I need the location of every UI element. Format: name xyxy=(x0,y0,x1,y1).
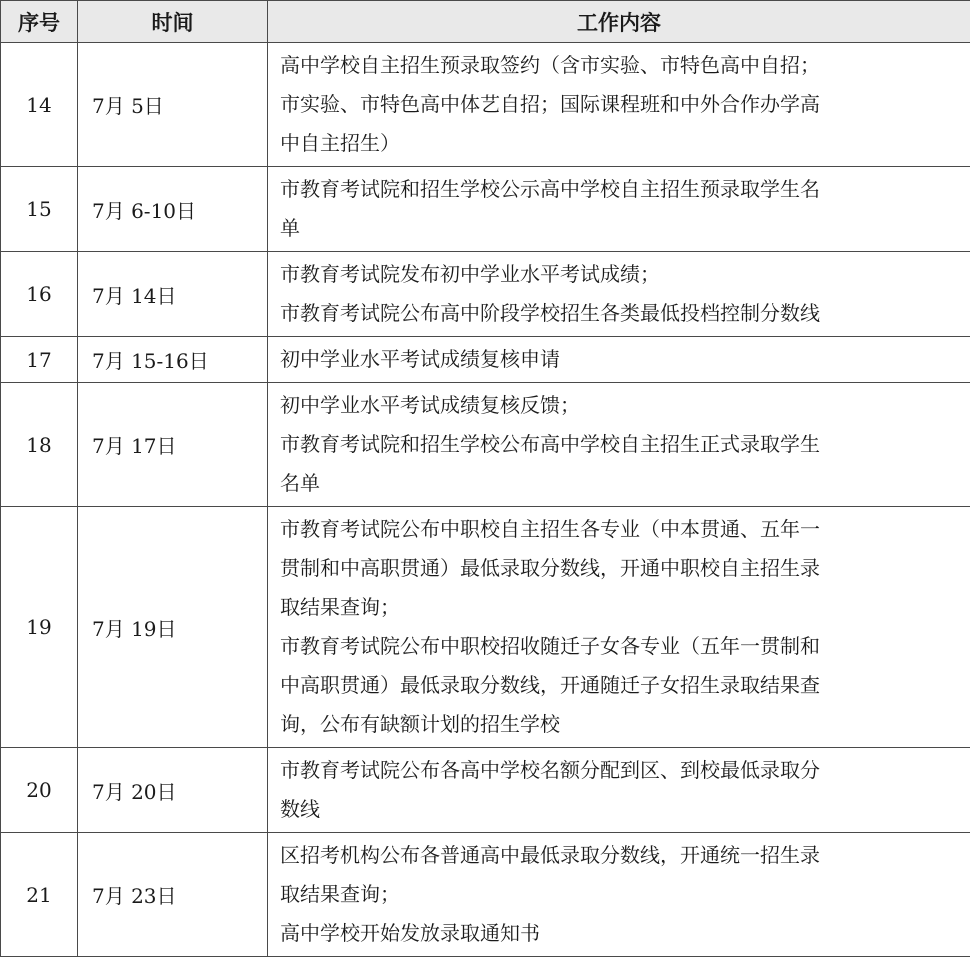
row-index: 19 xyxy=(1,507,78,748)
content-line: 市教育考试院公布中职校招收随迁子女各专业（五年一贯制和 xyxy=(280,634,820,658)
row-index: 14 xyxy=(1,43,78,167)
row-content xyxy=(268,383,970,507)
row-index: 21 xyxy=(1,833,78,957)
content-line: 名单 xyxy=(280,471,320,495)
header-content: 工作内容 xyxy=(268,1,970,43)
content-line: 中自主招生） xyxy=(280,131,400,155)
content-line: 取结果查询； xyxy=(280,882,400,906)
table-row xyxy=(1,43,970,167)
content-line: 高中学校自主招生预录取签约（含市实验、市特色高中自招； xyxy=(280,53,820,77)
header-row xyxy=(1,1,970,43)
content-line: 单 xyxy=(280,216,300,240)
content-line: 市教育考试院和招生学校公布高中学校自主招生正式录取学生 xyxy=(280,432,820,456)
content-line: 市教育考试院公布中职校自主招生各专业（中本贯通、五年一 xyxy=(280,517,820,541)
content-line: 取结果查询； xyxy=(280,595,400,619)
content-line: 高中学校开始发放录取通知书 xyxy=(280,921,540,945)
content-line: 市教育考试院公布高中阶段学校招生各类最低投档控制分数线 xyxy=(280,301,820,325)
row-content xyxy=(268,337,970,383)
table-row xyxy=(1,507,970,748)
content-line: 初中学业水平考试成绩复核申请 xyxy=(280,347,560,371)
header-index: 序号 xyxy=(1,1,78,43)
content-line: 市教育考试院发布初中学业水平考试成绩； xyxy=(280,262,660,286)
row-content xyxy=(268,252,970,337)
content-line: 市教育考试院公布各高中学校名额分配到区、到校最低录取分 xyxy=(280,758,820,782)
row-date: 7月 6-10日 xyxy=(78,167,268,252)
header-time: 时间 xyxy=(78,1,268,43)
row-content xyxy=(268,507,970,748)
content-line: 市实验、市特色高中体艺自招；国际课程班和中外合作办学高 xyxy=(280,92,820,116)
table-body xyxy=(1,43,970,957)
row-date: 7月 19日 xyxy=(78,507,268,748)
content-line: 询，公布有缺额计划的招生学校 xyxy=(280,712,560,736)
row-index: 18 xyxy=(1,383,78,507)
row-content xyxy=(268,43,970,167)
content-line: 数线 xyxy=(280,797,320,821)
row-date: 7月 17日 xyxy=(78,383,268,507)
content-line: 中高职贯通）最低录取分数线，开通随迁子女招生录取结果查 xyxy=(280,673,820,697)
row-date: 7月 20日 xyxy=(78,748,268,833)
row-index: 16 xyxy=(1,252,78,337)
row-date: 7月 5日 xyxy=(78,43,268,167)
table-row xyxy=(1,167,970,252)
table-row xyxy=(1,383,970,507)
table-row xyxy=(1,833,970,957)
row-index: 17 xyxy=(1,337,78,383)
content-line: 初中学业水平考试成绩复核反馈； xyxy=(280,393,580,417)
content-line: 区招考机构公布各普通高中最低录取分数线，开通统一招生录 xyxy=(280,843,820,867)
table-row xyxy=(1,748,970,833)
content-line: 市教育考试院和招生学校公示高中学校自主招生预录取学生名 xyxy=(280,177,820,201)
table-row xyxy=(1,252,970,337)
row-content xyxy=(268,167,970,252)
row-date: 7月 15-16日 xyxy=(78,337,268,383)
row-date: 7月 14日 xyxy=(78,252,268,337)
table-row xyxy=(1,337,970,383)
row-index: 15 xyxy=(1,167,78,252)
row-date: 7月 23日 xyxy=(78,833,268,957)
row-content xyxy=(268,748,970,833)
row-index: 20 xyxy=(1,748,78,833)
content-line: 贯制和中高职贯通）最低录取分数线，开通中职校自主招生录 xyxy=(280,556,820,580)
row-content xyxy=(268,833,970,957)
